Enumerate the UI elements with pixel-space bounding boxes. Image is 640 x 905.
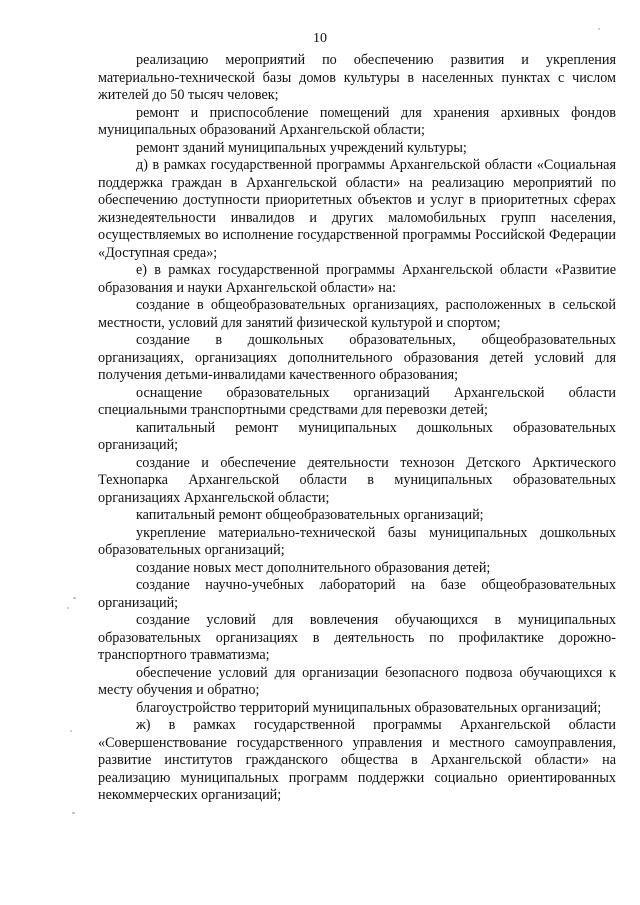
paragraph-safe-transport: обеспечение условий для организации безопасного подвоза обучающихся к месту обучения и обратно;: [98, 664, 616, 698]
paragraph-culture-buildings-repair: ремонт зданий муниципальных учреждений культуры;: [136, 139, 467, 156]
paragraph-landscaping: благоустройство территорий муниципальных образовательных организаций;: [136, 699, 602, 716]
scan-mark: [72, 812, 75, 814]
paragraph-laboratories: создание научно-учебных лабораторий на базе общеобразовательных организаций;: [98, 577, 616, 611]
scan-mark: [73, 597, 76, 599]
scan-mark: [70, 730, 72, 732]
scan-mark: [598, 28, 600, 30]
paragraph-item-zh-ngo-support: ж) в рамках государственной программы Архангельской области «Совершенствование государственного управления и местного самоуправления, развитие институтов гражданского общества в Архангельской области» на реализацию муниципальных программ поддержки социально ориентированных некоммерческих организаций;: [98, 717, 616, 803]
paragraph-preschool-repair: капитальный ремонт муниципальных дошкольных образовательных организаций;: [98, 419, 616, 453]
paragraph-technopark: создание и обеспечение деятельности технозон Детского Арктического Технопарка Архангельской области в муниципальных образовательных организациях Архангельской области;: [98, 454, 616, 506]
paragraph-item-e-education: е) в рамках государственной программы Архангельской области «Развитие образования и науки Архангельской области» на:: [98, 262, 616, 296]
paragraph-school-repair: капитальный ремонт общеобразовательных организаций;: [136, 507, 484, 523]
paragraph-disabled-children-education: создание в дошкольных образовательных, общеобразовательных организациях, организациях дополнительного образования детей условий для получения детьми-инвалидами качественного образования;: [98, 332, 616, 383]
document-body: [98, 52, 616, 805]
paragraph-archive-premises: ремонт и приспособление помещений для хранения архивных фондов муниципальных образований Архангельской области;: [98, 104, 616, 138]
page-number: 10: [313, 31, 327, 46]
paragraph-rural-sports: создание в общеобразовательных организациях, расположенных в сельской местности, условий для занятий физической культурой и спортом;: [98, 297, 616, 331]
paragraph-road-safety: создание условий для вовлечения обучающихся в муниципальных образовательных организациях в деятельность по профилактике дорожно-транспортного травматизма;: [98, 612, 616, 663]
paragraph-culture-houses: реализацию мероприятий по обеспечению развития и укрепления материально-технической базы домов культуры в населенных пунктах с числом жителей до 50 тысяч человек;: [98, 52, 616, 103]
paragraph-item-d-social-support: д) в рамках государственной программы Архангельской области «Социальная поддержка граждан в Архангельской области» на реализацию мероприятий по обеспечению доступности приоритетных объектов и услуг в приоритетных сферах жизнедеятельности инвалидов и других маломобильных групп населения, осуществляемых во исполнение государственной программы Российской Федерации «Доступная среда»;: [98, 157, 616, 261]
paragraph-additional-education-places: создание новых мест дополнительного образования детей;: [136, 559, 491, 576]
paragraph-transport: оснащение образовательных организаций Архангельской области специальными транспортными средствами для перевозки детей;: [98, 384, 616, 418]
scan-mark: [67, 607, 69, 609]
paragraph-preschool-materials: укрепление материально-технической базы муниципальных дошкольных образовательных организаций;: [98, 524, 616, 558]
